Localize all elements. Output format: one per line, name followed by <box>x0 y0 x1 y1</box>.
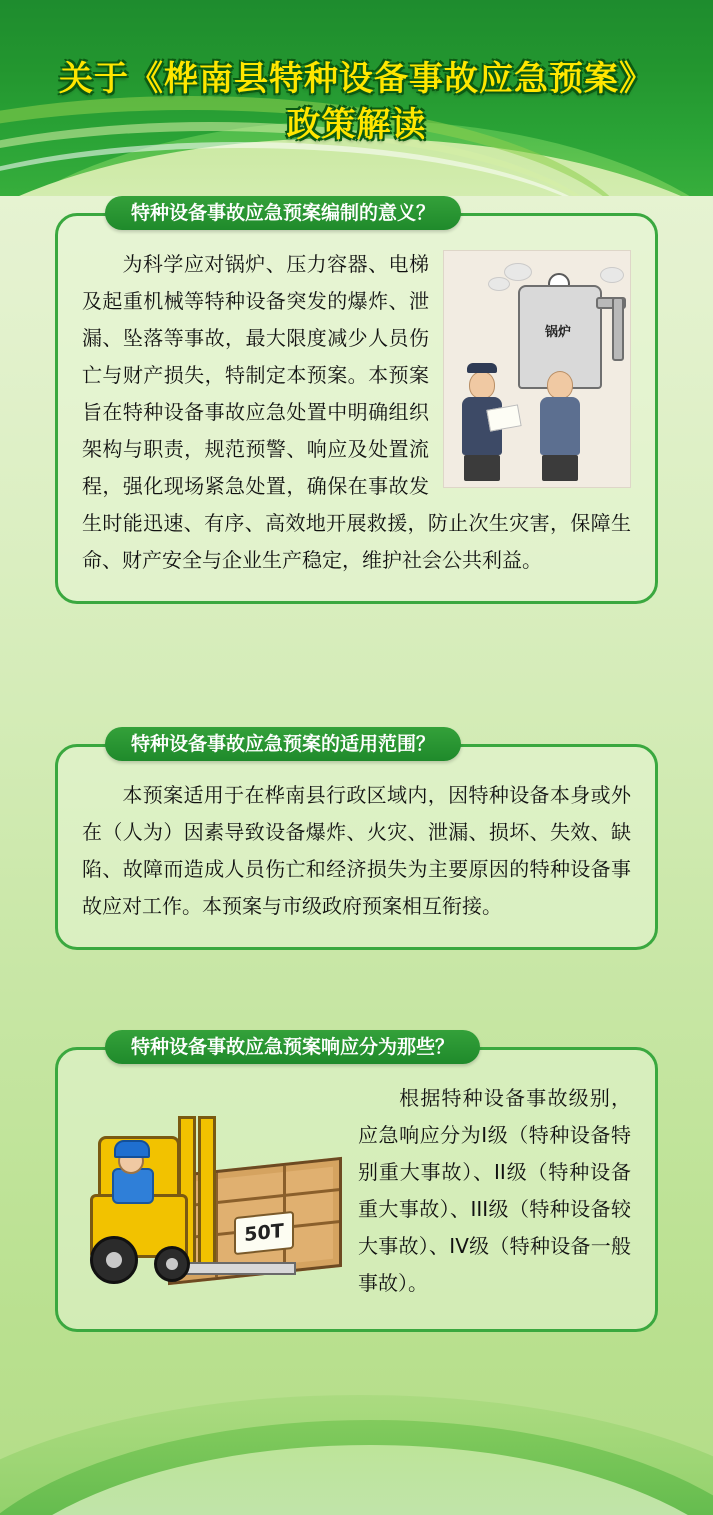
section-response-levels-heading: 特种设备事故应急预案响应分为那些？ <box>105 1030 480 1064</box>
forklift-fork-shape <box>182 1262 296 1275</box>
boiler-tank-label: 锅炉 <box>544 325 571 340</box>
section-scope-heading: 特种设备事故应急预案的适用范围？ <box>105 727 461 761</box>
section-response-levels <box>55 1030 658 1332</box>
poster-title-line-2: 政策解读 <box>286 105 427 145</box>
section-significance-body <box>55 213 658 604</box>
section-significance-paragraph: 为科学应对锅炉、压力容器、电梯及起重机械等特种设备突发的爆炸、泄漏、坠落等事故，最大限度减少人员伤亡与财产损失，特制定本预案。本预案旨在特种设备事故应急处置中明确组织架构与职责，规范预警、响应及处置流程，强化现场紧急处置，确保在事故发生时能迅速、有序、高效地开展救援，防止次生灾害，保障生命、财产安全与企业生产稳定，维护社会公共利益。 <box>82 252 631 572</box>
inspector-legs-shape <box>464 455 500 481</box>
inspector-figure <box>462 363 502 481</box>
forklift-illustration <box>82 1086 342 1301</box>
smoke-puff-icon <box>504 263 532 281</box>
worker-head-shape <box>547 371 573 399</box>
section-response-levels-paragraph: 根据特种设备事故级别，应急响应分为I级（特种设备特别重大事故）、II级（特种设备重大事故）、III级（特种设备较大事故）、IV级（特种设备一般事故）。 <box>358 1086 631 1295</box>
inspector-cap-icon <box>467 363 497 373</box>
worker-legs-shape <box>542 455 578 481</box>
section-scope <box>55 727 658 950</box>
safety-helmet-icon <box>114 1140 150 1158</box>
forklift-mast-shape <box>198 1116 216 1268</box>
document-sheet-icon <box>486 404 521 431</box>
section-scope-text <box>82 777 631 925</box>
section-response-levels-body <box>55 1047 658 1332</box>
boiler-pipe-vertical-shape <box>612 297 624 361</box>
section-significance-heading: 特种设备事故应急预案编制的意义？ <box>105 196 461 230</box>
section-scope-body <box>55 744 658 950</box>
section-scope-paragraph: 本预案适用于在桦南县行政区域内，因特种设备本身或外在（人为）因素导致设备爆炸、火灾、泄漏、损坏、失效、缺陷、故障而造成人员伤亡和经济损失为主要原因的特种设备事故应对工作。本预案与市级政府预案相互衔接。 <box>82 783 631 918</box>
poster-title-line-1: 关于《桦南县特种设备事故应急预案》 <box>59 59 654 99</box>
poster-title <box>0 56 713 148</box>
crate-weight-label: 50T <box>234 1211 294 1255</box>
forklift-wheel-shape <box>90 1236 138 1284</box>
inspector-head-shape <box>469 371 495 399</box>
poster-footer-decoration <box>0 1365 713 1515</box>
forklift-wheel-shape <box>154 1246 190 1282</box>
smoke-puff-icon <box>600 267 624 283</box>
smoke-puff-icon <box>488 277 510 291</box>
worker-figure <box>540 371 580 481</box>
boiler-inspection-illustration <box>443 250 631 488</box>
worker-body-shape <box>540 397 580 455</box>
crate-slat <box>171 1188 339 1209</box>
section-significance <box>55 196 658 604</box>
